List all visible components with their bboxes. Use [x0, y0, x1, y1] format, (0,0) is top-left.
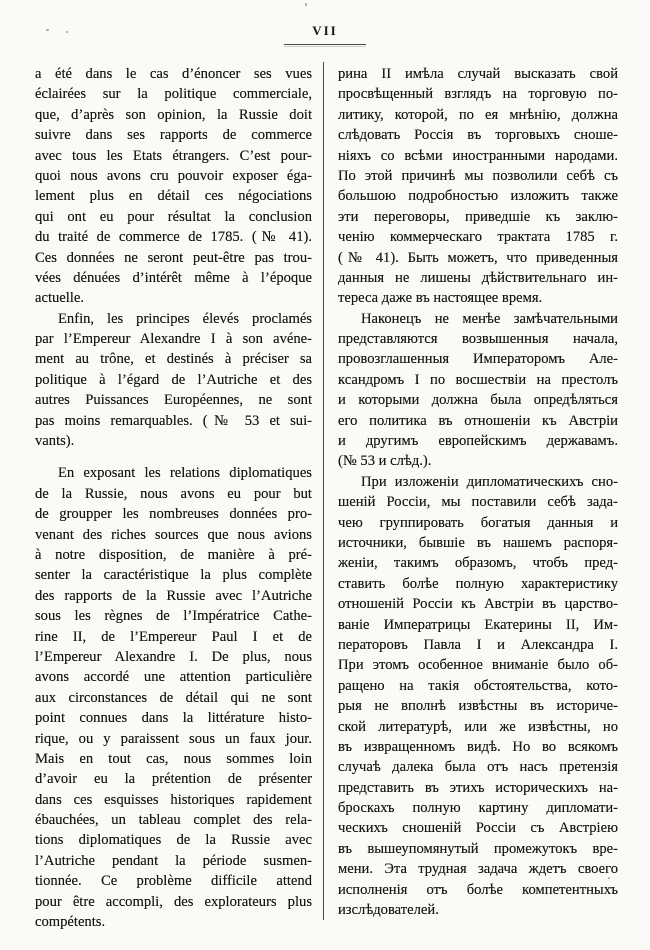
text-line: vants).: [35, 433, 75, 450]
header-rule: [284, 44, 366, 45]
text-line: (№ 41). Быть можетъ, что приведенныя: [338, 249, 618, 266]
text-line: ченію коммерческаго трактата 1785 г.: [338, 229, 618, 246]
text-line: ксандромъ I по восшествіи на престолъ: [338, 371, 618, 388]
page-number: VII: [312, 23, 338, 38]
text-line: avec tous les Etats étrangers. C’est pour-: [35, 147, 312, 164]
scan-speck: [46, 29, 49, 31]
text-line: rique, ou y paraissent sous un faux jour.: [35, 730, 312, 747]
text-line: При этомъ особенное вниманіе было об-: [338, 657, 618, 674]
text-line: éclairées sur la politique commerciale,: [35, 86, 312, 103]
text-line: politique à l’égard de l’Autriche et des: [35, 371, 312, 388]
text-line: tions diplomatiques de la Russie avec: [35, 832, 312, 849]
text-line: l’Empereur Alexandre I. De plus, nous: [35, 648, 312, 665]
text-line: l’Autriche pendant la période susmen-: [35, 852, 312, 869]
text-line: compétents.: [35, 914, 106, 931]
scan-speck: [608, 877, 610, 879]
text-line: провозглашенныя Императоромъ Але-: [338, 351, 618, 368]
text-line: ébauchées, un tableau complet des rela-: [35, 812, 312, 829]
text-line: При изложеніи дипломатическихъ сно-: [361, 473, 618, 490]
text-line: ставить болѣе полную характеристику: [338, 575, 618, 592]
text-line: его политика въ отношеніи къ Австріи: [338, 412, 618, 429]
text-line: aux circonstances de détail qui ne sont: [35, 689, 312, 706]
text-line: d’avoir eu la prétention de présenter: [35, 771, 312, 788]
text-line: литику, которой, по ея мнѣнію, должна: [338, 106, 618, 123]
text-line: и которыми должна была опредѣляться: [338, 392, 618, 409]
text-line: qui ont eu pour résultat la conclusion: [35, 208, 312, 225]
text-line: ской литературѣ, или же извѣстны, но: [338, 718, 618, 735]
text-line: des rapports de la Russie avec l’Autriche: [35, 587, 312, 604]
paragraph-right-1: [338, 64, 618, 309]
text-line: du traité de commerce de 1785. (№ 41).: [35, 229, 312, 246]
text-line: rine II, de l’Empereur Paul I et de: [35, 628, 312, 645]
page-header: [0, 22, 650, 45]
text-line: мени. Эта трудная задача ждетъ своего: [338, 861, 618, 878]
text-line: броскахъ полную картину дипломати-: [338, 800, 618, 817]
text-line: à notre disposition, de manière à pré-: [35, 546, 312, 563]
text-line: тереса даже въ настоящее время.: [338, 290, 543, 307]
scan-speck: [66, 31, 68, 33]
text-line: pas moins remarquables. (№ 53 et sui-: [35, 412, 312, 429]
text-line: suivre dans ses rapports de commerce: [35, 127, 312, 144]
text-line: autres Puissances Européennes, ne sont: [35, 392, 312, 409]
paragraph-left-3: [35, 463, 312, 932]
text-line: que, d’après son opinion, la Russie doit: [35, 106, 312, 123]
column-divider: [323, 62, 324, 920]
text-line: Enfin, les principes élevés proclamés: [58, 310, 312, 327]
text-line: actuelle.: [35, 290, 85, 307]
text-line: эти переговоры, приведшіе къ заклю-: [338, 208, 618, 225]
text-line: ment au trône, et destinés à préciser sa: [35, 351, 312, 368]
text-line: Mais en tout cas, nous sommes loin: [35, 750, 312, 767]
text-line: случаѣ далека была отъ насъ претензія: [338, 759, 618, 776]
text-line: senter la caractéristique la plus complète: [35, 567, 312, 584]
text-line: tionnée. Ce problème difficile attend: [35, 873, 312, 890]
text-line: ператоровъ Павла I и Александра I.: [338, 636, 618, 653]
text-line: просвѣщенный взглядъ на торговую по-: [338, 86, 618, 103]
text-line: и другимъ европейскимъ державамъ.: [338, 433, 618, 450]
paragraph-left-1: [35, 64, 312, 309]
text-line: En exposant les relations diplomatiques: [58, 465, 312, 482]
text-line: представляются возвышенныя начала,: [338, 331, 618, 348]
text-line: a été dans le cas d’énoncer ses vues: [35, 66, 312, 82]
text-line: шеній Россіи, мы поставили себѣ зада-: [338, 494, 618, 511]
text-line: въ вышеупомянутый промежутокъ вре-: [338, 840, 618, 857]
text-line: ваніе Императрицы Екатерины II, Им-: [338, 616, 618, 633]
text-line: женіи, такимъ образомъ, чтобъ пред-: [338, 555, 618, 572]
text-line: Наконецъ не менѣе замѣчательными: [361, 310, 618, 327]
text-line: sous les règnes de l’Impératrice Cathe-: [35, 608, 312, 625]
scan-speck: [305, 3, 307, 6]
text-line: de la Russie, nous avons eu pour but: [35, 485, 312, 502]
text-line: ніяхъ со всѣми иностранными народами.: [338, 147, 618, 164]
text-line: (№ 53 и слѣд.).: [338, 453, 432, 470]
text-line: ращено на такія обстоятельства, кото-: [338, 677, 618, 694]
text-line: ческихъ сношеній Россіи съ Австріею: [338, 820, 618, 837]
left-column: [35, 64, 312, 932]
text-line: представить въ этихъ историческихъ на-: [338, 779, 618, 796]
paragraph-right-3: [338, 472, 618, 921]
paragraph-left-2: [35, 309, 312, 452]
text-line: отношеній Россіи къ Австріи въ царство-: [338, 596, 618, 613]
text-line: avons accordé une attention particulière: [35, 669, 312, 686]
text-line: рыя не вполнѣ извѣстны въ историче-: [338, 698, 618, 715]
text-line: point connues dans la littérature histo-: [35, 710, 312, 727]
paragraph-right-2: [338, 309, 618, 472]
text-line: исполненія отъ болѣе компетентныхъ: [338, 881, 618, 898]
text-line: источники, бывшіе въ нашемъ распоря-: [338, 534, 618, 551]
text-line: чею группировать богатыя данныя и: [338, 514, 618, 531]
text-line: большою подробностью изложить также: [338, 188, 618, 205]
text-line: venant des riches sources que nous avions: [35, 526, 312, 543]
text-line: pour être accompli, des explorateurs plus: [35, 893, 312, 910]
text-line: Ces données ne seront peut-être pas trou-: [35, 249, 312, 266]
text-line: lement plus en détail ces négociations: [35, 188, 312, 205]
text-line: dans ces esquisses historiques rapidement: [35, 791, 312, 808]
text-line: рина II имѣла случай высказать свой: [338, 66, 618, 82]
text-line: de groupper les nombreuses données pro-: [35, 506, 312, 523]
text-line: quoi nous avons cru pouvoir exposer éga-: [35, 167, 312, 184]
text-line: изслѣдователей.: [338, 902, 439, 919]
text-line: слѣдовать Россія въ торговыхъ сноше-: [338, 127, 618, 144]
text-line: въ извращенномъ видѣ. Но во всякомъ: [338, 738, 618, 755]
right-column: [338, 64, 618, 920]
text-line: По этой причинѣ мы позволили себѣ съ: [338, 167, 618, 184]
text-line: par l’Empereur Alexandre I à son avéne-: [35, 331, 312, 348]
text-line: vées dénuées d’intérêt même à l’époque: [35, 269, 312, 286]
text-line: данныя не лишены дѣйствительнаго ин-: [338, 269, 618, 286]
